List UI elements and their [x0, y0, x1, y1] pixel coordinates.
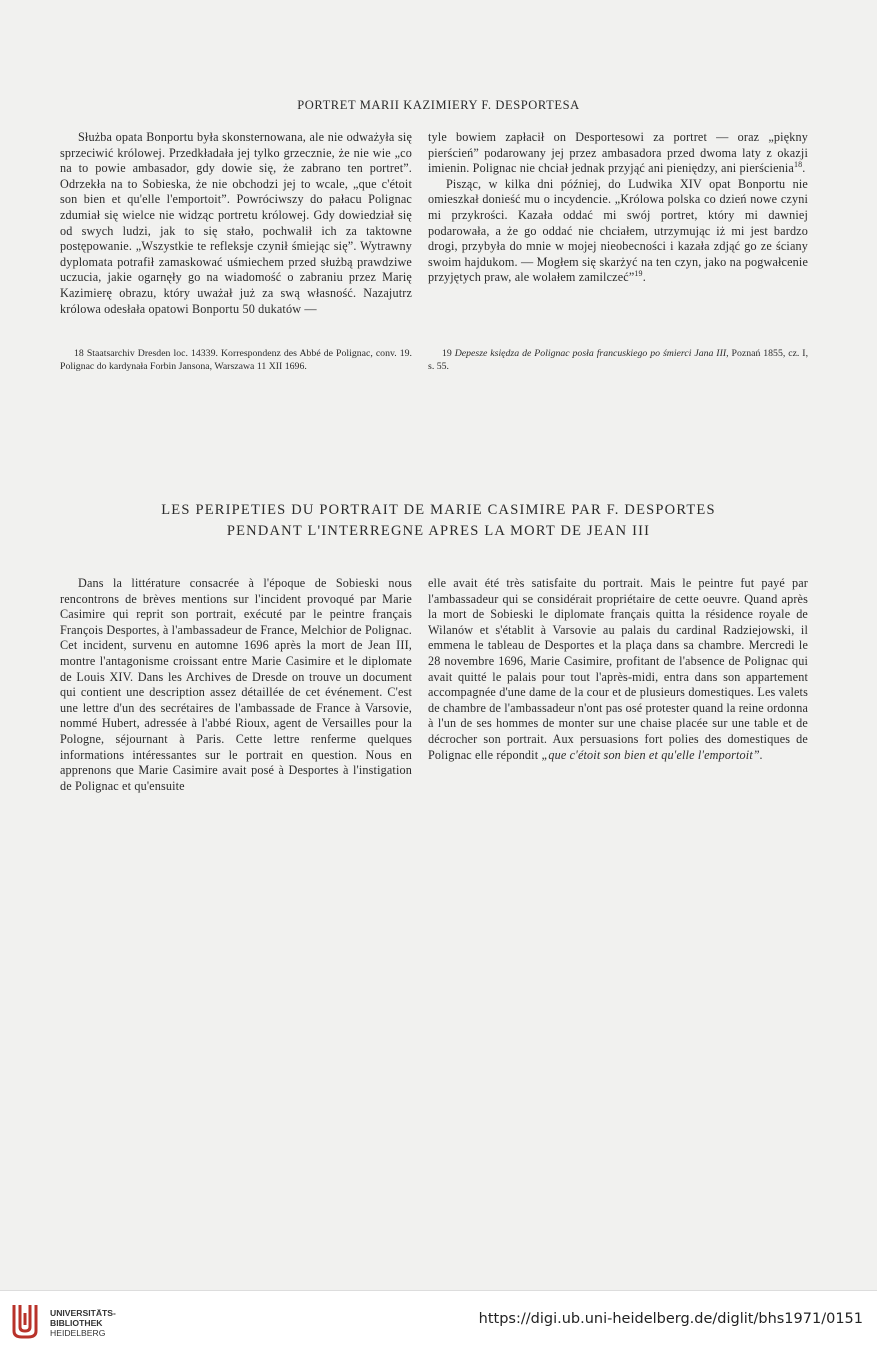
- library-name: UNIVERSITÄTS- BIBLIOTHEK HEIDELBERG: [50, 1308, 116, 1338]
- section-title-line-1: LES PERIPETIES DU PORTRAIT DE MARIE CASIMIRE PAR F. DESPORTES: [161, 502, 716, 518]
- polish-right-column: [428, 130, 808, 286]
- running-head: PORTRET MARII KAZIMIERY F. DESPORTESA: [297, 98, 580, 112]
- footnote-19: 19 Depesze księdza de Polignac posła francuskiego po śmierci Jana III, Poznań 1855, cz. I, s. 55.: [428, 348, 809, 372]
- french-right-paragraph: elle avait été très satisfaite du portrait. Mais le peintre fut payé par l'ambassadeur qui se considérait propriétaire de cette oeuvre. Quand après la mort de Sobieski le diplomate français quitta la résidence royale de Wilanów et s'établit à Varsovie au palais du cardinal Radziejowski, il emmena le tableau de Desportes et la plaça dans sa chambre. Mercredi le 28 novembre 1696, Marie Casimire, profitant de l'absence de Polignac qui avait quitté le palais pour tout l'après-midi, entra dans son appartement accompagnée d'une dame de la cour et de plusieurs domestiques. Les valets de chambre de l'ambassadeur n'ont pas osé protester quand la reine ordonna à l'un de ses hommes de monter sur une chaise placée sur une table et de décrocher son portrait. Aux persuasions fort polies des domestiques de Polignac elle répondit „que c'étoit son bien et qu'elle l'emportoit”.: [428, 576, 808, 762]
- french-quote: „que c'étoit son bien et qu'elle l'emportoit”.: [541, 747, 763, 762]
- section-title-line-2: PENDANT L'INTERREGNE APRES LA MORT DE JEAN III: [226, 523, 651, 539]
- footnote-19-title: Depesze księdza de Polignac posła francuskiego po śmierci Jana III,: [454, 348, 729, 359]
- section-title: [60, 500, 817, 542]
- french-right-column: [428, 576, 808, 763]
- footnote-18: 18 Staatsarchiv Dresden loc. 14339. Korrespondenz des Abbé de Polignac, conv. 19. Polignac do kardynała Forbin Jansona, Warszawa 11 XII 1696.: [60, 348, 412, 372]
- polish-left-paragraph: Służba opata Bonportu była skonsternowana, ale nie odważyła się sprzeciwić królowej. Przedkładała jej tylko grzecznie, że nie wie „co na to powie ambasador, gdy dowie się, że zabrano ten portret”. Odrzekła na to Sobieska, że nie obchodzi jej to wcale, „que c'étoit son bien et qu'elle l'emportoit”. Powróciwszy do pałacu Polignac zdumiał się wielce nie widząc portretu królowej. Gdy dowiedział się od swych ludzi, jak to się stało, pochwalił ich za taktowne postępowanie. „Wszystkie te refleksje czynił śmiejąc się”. Wytrawny dyplomata potrafił zamaskować uśmiechem przed służbą prawdziwe uczucia, jakie ogarnęły go na wiadomość o zabraniu przez Marię Kazimierę obrazu, który uważał już za swą własność. Nazajutrz królowa odesłała opatowi Bonportu 50 dukatów —: [60, 130, 412, 316]
- french-left-column: [60, 576, 412, 794]
- french-left-paragraph: Dans la littérature consacrée à l'époque de Sobieski nous rencontrons de brèves mentions sur l'incident provoqué par Marie Casimire qui reprit son portrait, exécuté par le peintre français François Desportes, à l'ambassadeur de France, Melchior de Polignac. Cet incident, survenu en automne 1696 après la mort de Jean III, montre l'antagonisme croissant entre Marie Casimire et le diplomate de Louis XIV. Dans les Archives de Dresde on trouve un document qui contient une description assez détaillée de cet événement. C'est une lettre d'un des secrétaires de l'ambassade de France à Varsovie, nommé Hubert, adressée à l'abbé Rioux, agent de Versailles pour la Pologne, séjournant à Paris. Cette lettre renferme quelques informations intéressantes sur le portrait en question. Nous en apprenons que Marie Casimire avait posé à Desportes à l'instigation de Polignac et qu'ensuite: [60, 576, 412, 793]
- footnote-ref-18: 18: [793, 160, 803, 170]
- polish-left-column: [60, 130, 412, 317]
- footnote-ref-19: 19: [634, 269, 643, 279]
- polish-right-paragraph-1: tyle bowiem zapłacił on Desportesowi za portret — oraz „piękny pierścień” podarowany jej przez ambasadora przed dwoma laty z okazji imienin. Polignac nie chciał jednak przyjąć ani pieniędzy, ani pierścienia$^{18}$.: [428, 130, 808, 176]
- polish-right-paragraph-2: Pisząc, w kilka dni później, do Ludwika XIV opat Bonportu nie omieszkał donieść mu o incydencie. „Królowa polska co dzień nowe czyni mi przykrości. Kazała oddać mi swój portret, który mi dawniej podarowała, a że go oddać nie chciałem, utrzymując iż mi jest bardzo drogi, przybyła do mnie w mojej nieobecności i kazała zdjąć go ze ściany swoim hajdukom. — Mogłem się skarżyć na ten czyn, jako na pogwałcenie przyjętych praw, ale wolałem zamilczeć”$^{19}$.: [428, 176, 808, 285]
- source-url-link[interactable]: https://digi.ub.uni-heidelberg.de/diglit/bhs1971/0151: [478, 1311, 863, 1327]
- library-footer: [0, 1290, 877, 1357]
- library-logo-icon: [8, 1301, 42, 1341]
